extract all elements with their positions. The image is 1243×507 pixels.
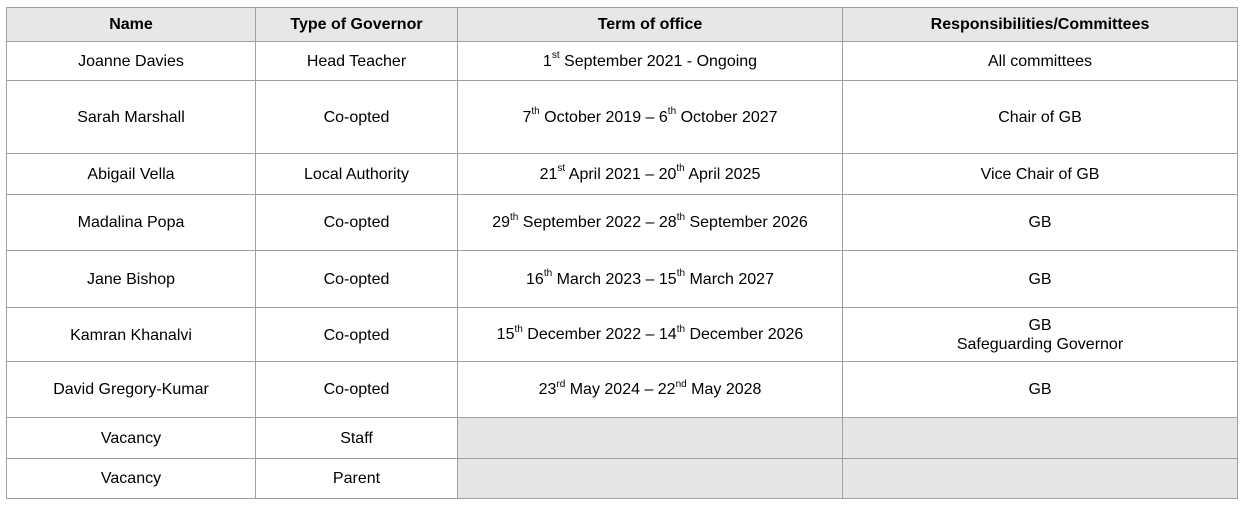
cell-term: 23rd May 2024 – 22nd May 2028 (458, 362, 843, 418)
col-header-term: Term of office (458, 8, 843, 42)
table-row (7, 195, 1238, 251)
cell-term: 1st September 2021 - Ongoing (458, 42, 843, 81)
cell-responsibilities: GB (843, 362, 1238, 418)
cell-name: Kamran Khanalvi (7, 308, 256, 362)
cell-name: Abigail Vella (7, 154, 256, 195)
cell-name: David Gregory-Kumar (7, 362, 256, 418)
cell-responsibilities: All committees (843, 42, 1238, 81)
table-row (7, 154, 1238, 195)
cell-responsibilities: GB (843, 251, 1238, 308)
cell-name: Vacancy (7, 459, 256, 499)
cell-term-empty (458, 459, 843, 499)
cell-responsibilities (843, 308, 1238, 362)
cell-term: 29th September 2022 – 28th September 2026 (458, 195, 843, 251)
col-header-name: Name (7, 8, 256, 42)
cell-responsibilities: GB (843, 195, 1238, 251)
cell-name: Sarah Marshall (7, 81, 256, 154)
cell-type: Parent (256, 459, 458, 499)
cell-term-empty (458, 418, 843, 459)
cell-name: Jane Bishop (7, 251, 256, 308)
col-header-type: Type of Governor (256, 8, 458, 42)
cell-term: 21st April 2021 – 20th April 2025 (458, 154, 843, 195)
cell-type: Head Teacher (256, 42, 458, 81)
table-row (7, 459, 1238, 499)
cell-responsibilities: Vice Chair of GB (843, 154, 1238, 195)
table-row (7, 251, 1238, 308)
table-row (7, 308, 1238, 362)
table-row (7, 418, 1238, 459)
governors-table (6, 7, 1238, 499)
cell-term: 16th March 2023 – 15th March 2027 (458, 251, 843, 308)
cell-name: Vacancy (7, 418, 256, 459)
cell-term: 15th December 2022 – 14th December 2026 (458, 308, 843, 362)
cell-responsibilities-empty (843, 459, 1238, 499)
cell-name: Joanne Davies (7, 42, 256, 81)
cell-term: 7th October 2019 – 6th October 2027 (458, 81, 843, 154)
cell-type: Co-opted (256, 195, 458, 251)
responsibility-line: GB (1028, 316, 1052, 334)
cell-type: Staff (256, 418, 458, 459)
cell-type: Co-opted (256, 308, 458, 362)
cell-responsibilities-empty (843, 418, 1238, 459)
responsibility-line: Safeguarding Governor (956, 335, 1124, 353)
header-row (7, 8, 1238, 42)
cell-name: Madalina Popa (7, 195, 256, 251)
table-row (7, 81, 1238, 154)
cell-type: Co-opted (256, 362, 458, 418)
table-row (7, 362, 1238, 418)
col-header-responsibilities: Responsibilities/Committees (843, 8, 1238, 42)
table-row (7, 42, 1238, 81)
cell-type: Co-opted (256, 81, 458, 154)
cell-type: Co-opted (256, 251, 458, 308)
cell-responsibilities: Chair of GB (843, 81, 1238, 154)
cell-type: Local Authority (256, 154, 458, 195)
